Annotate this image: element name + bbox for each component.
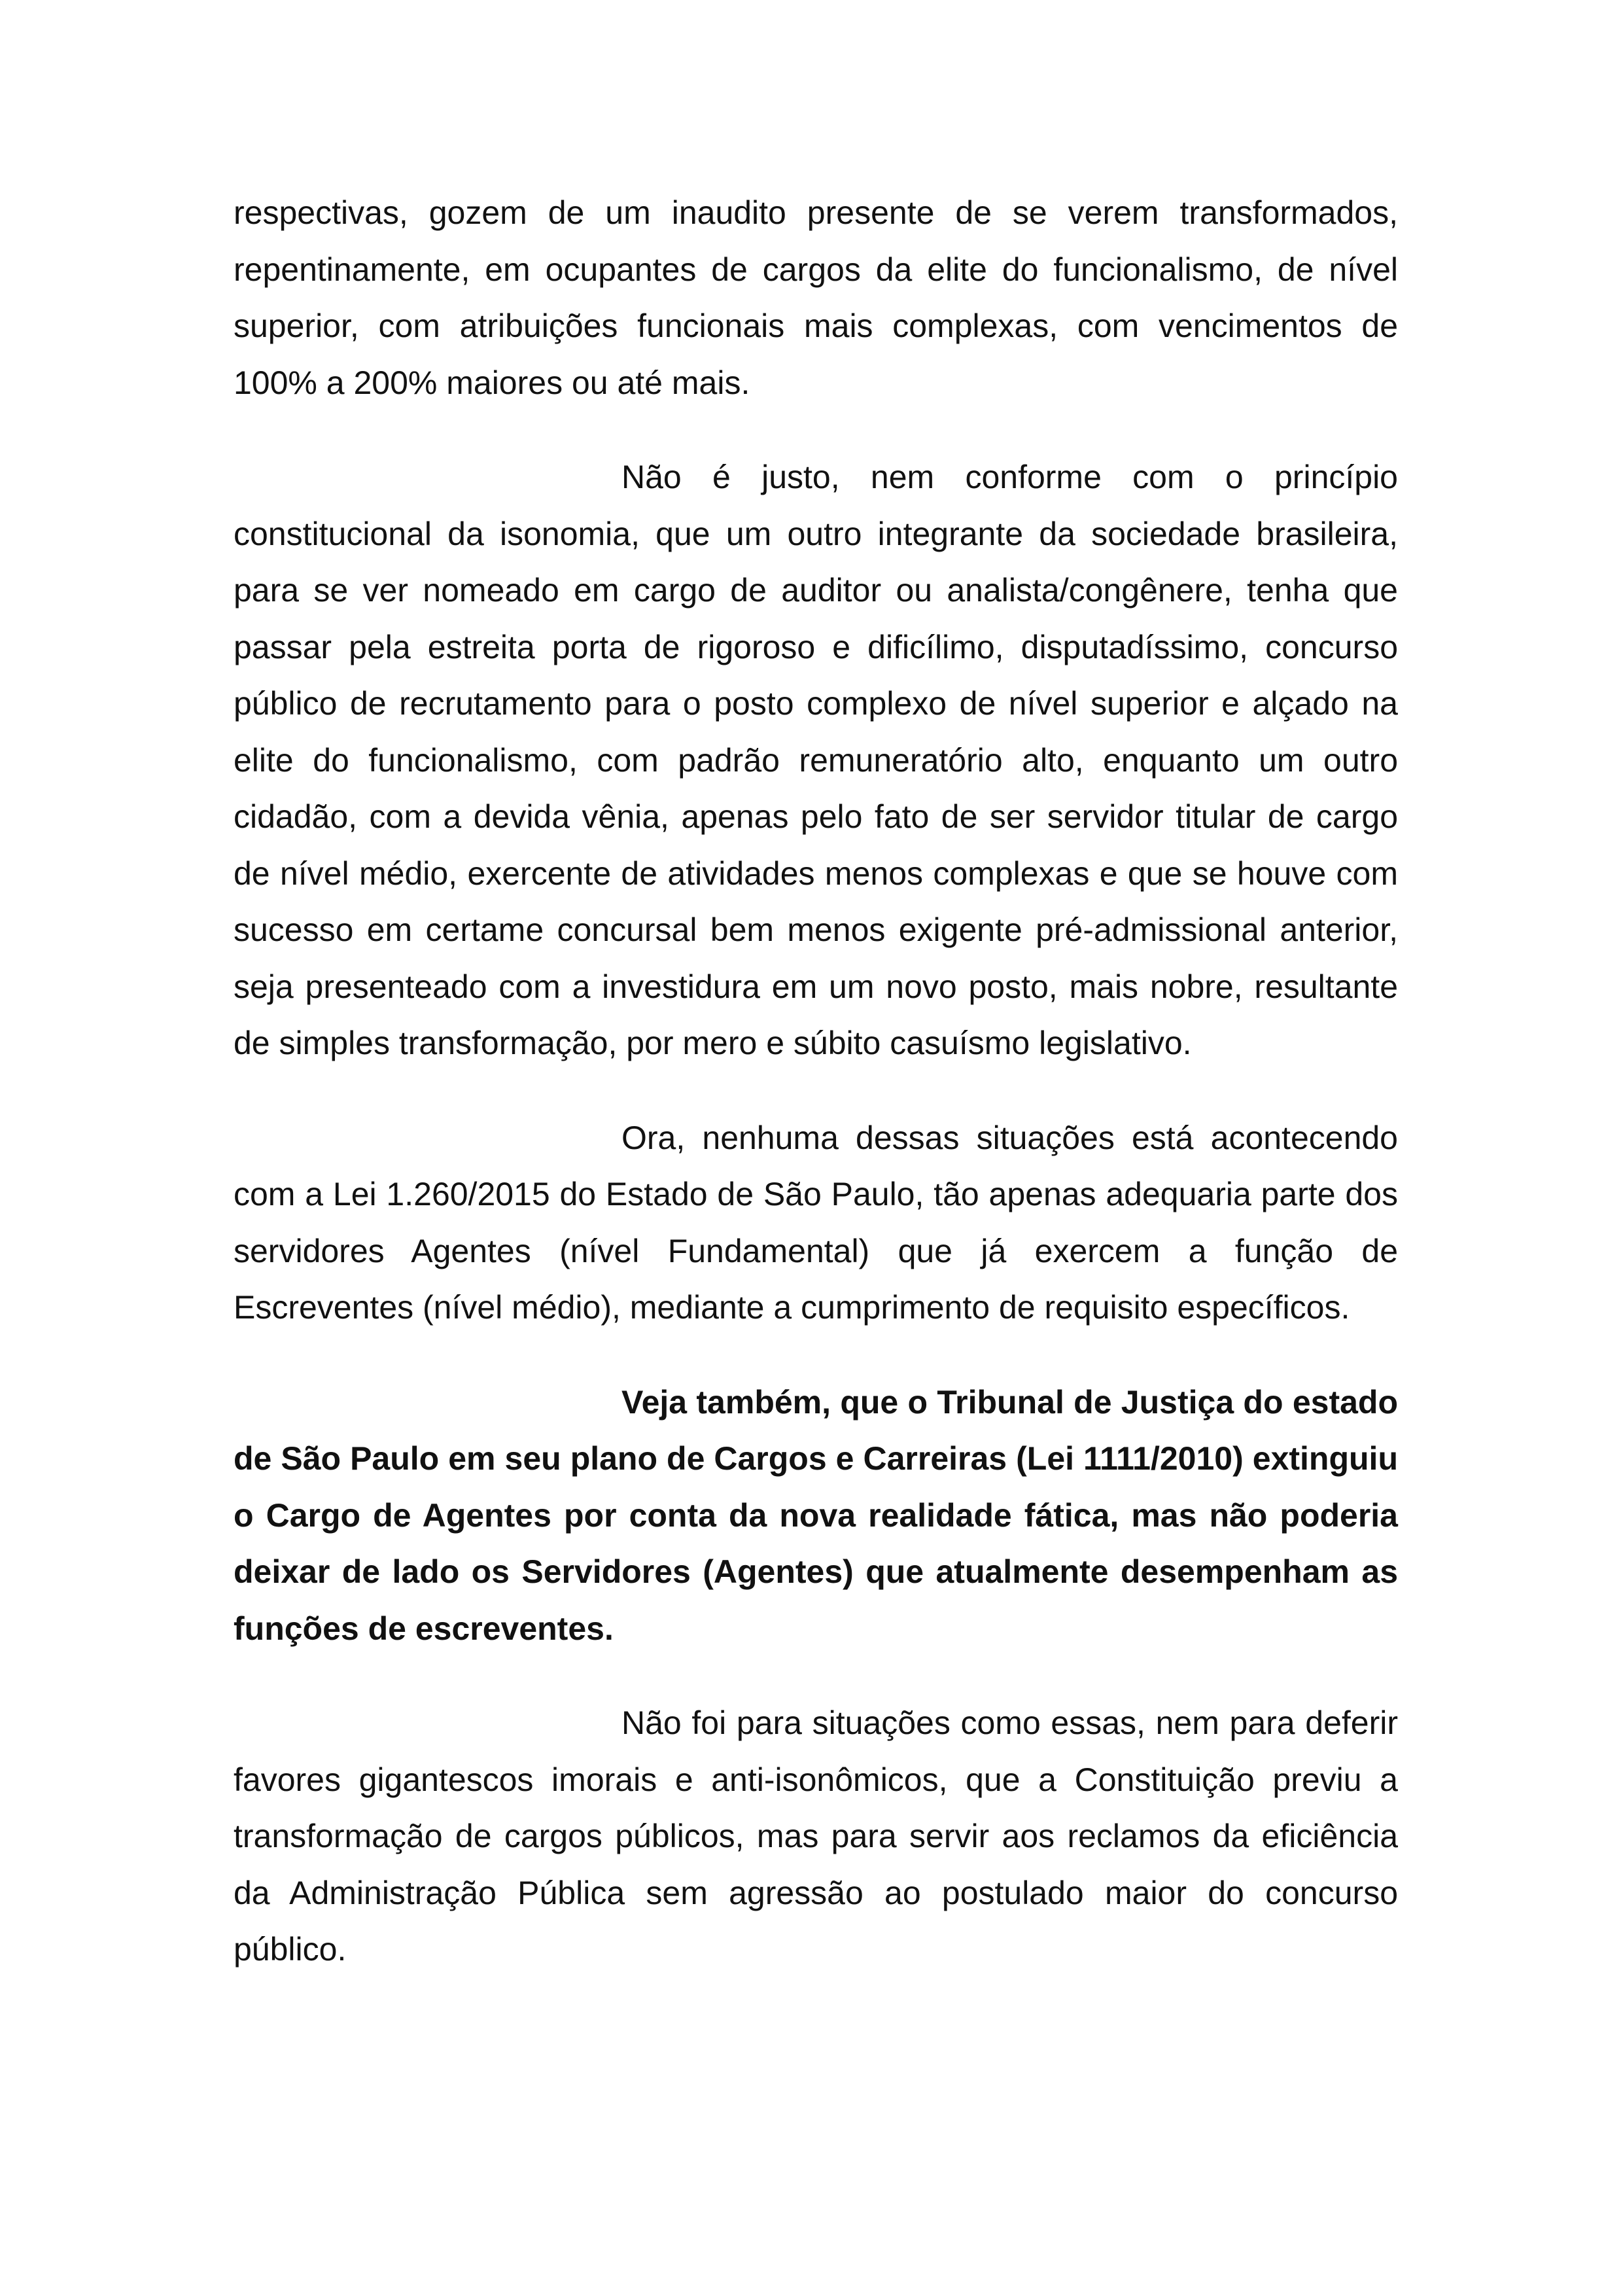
paragraph-continuation: respectivas, gozem de um inaudito presente de se verem transformados, repentinamente, em ocupantes de cargos da elite do funcionalismo, de nível superior, com atribuições funcionais mais complexas, com vencimentos de 100% a 200% maiores ou até mais. <box>234 194 1398 401</box>
paragraph-isonomia: Não é justo, nem conforme com o princípio constitucional da isonomia, que um outro integrante da sociedade brasileira, para se ver nomeado em cargo de auditor ou analista/congênere, tenha que passar pela estreita porta de rigoroso e dificílimo, disputadíssimo, concurso público de recrutamento para o posto complexo de nível superior e alçado na elite do funcionalismo, com padrão remuneratório alto, enquanto um outro cidadão, com a devida vênia, apenas pelo fato de ser servidor titular de cargo de nível médio, exercente de atividades menos complexas e que se houve com sucesso em certame concursal bem menos exigente pré-admissional anterior, seja presenteado com a investidura em um novo posto, mais nobre, resultante de simples transformação, por mero e súbito casuísmo legislativo. <box>234 459 1398 1061</box>
paragraph-lei-1260: Ora, nenhuma dessas situações está acontecendo com a Lei 1.260/2015 do Estado de São Paulo, tão apenas adequaria parte dos servidores Agentes (nível Fundamental) que já exercem a função de Escreventes (nível médio), mediante a cumprimento de requisito específicos. <box>234 1119 1398 1326</box>
document-body <box>234 185 1398 2016</box>
paragraph-constituicao: Não foi para situações como essas, nem para deferir favores gigantescos imorais e anti-isonômicos, que a Constituição previu a transformação de cargos públicos, mas para servir aos reclamos da eficiência da Administração Pública sem agressão ao postulado maior do concurso público. <box>234 1704 1398 1968</box>
paragraph-tribunal-emphasis: Veja também, que o Tribunal de Justiça do estado de São Paulo em seu plano de Cargos e Carreiras (Lei 1111/2010) extinguiu o Cargo de Agentes por conta da nova realidade fática, mas não poderia deixar de lado os Servidores (Agentes) que atualmente desempenham as funções de escreventes. <box>234 1383 1398 1647</box>
